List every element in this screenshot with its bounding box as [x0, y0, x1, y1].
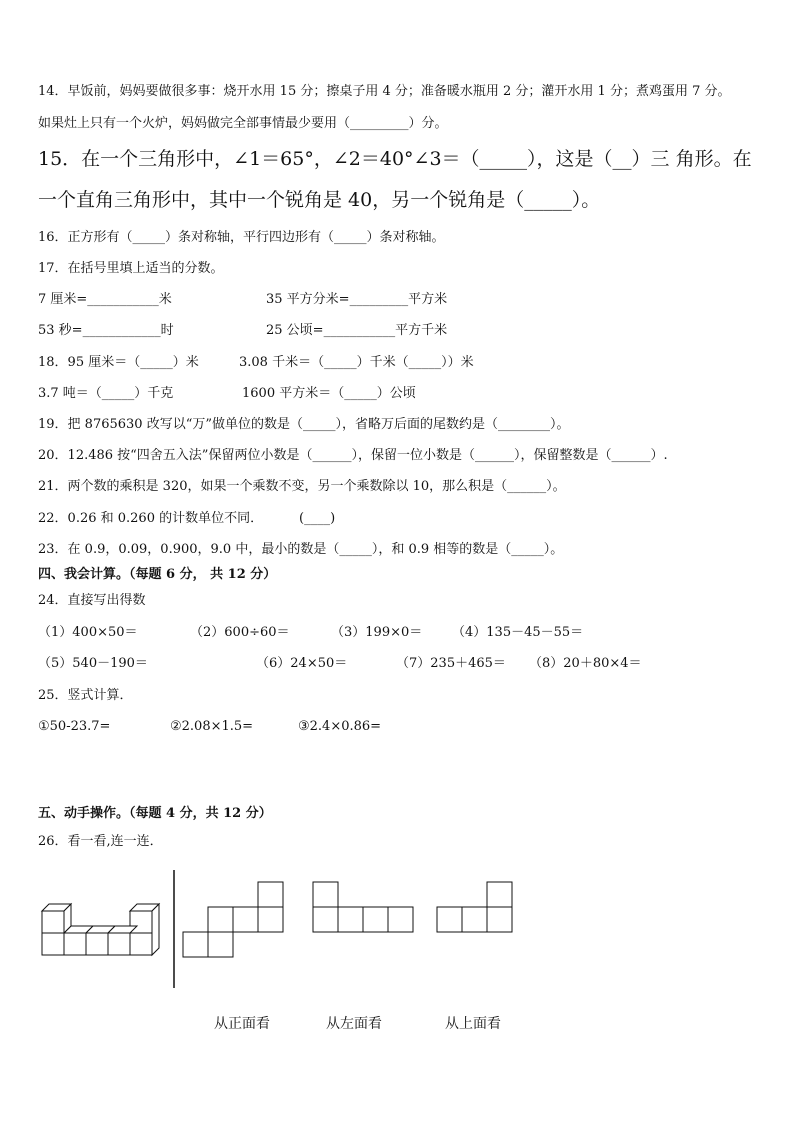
caption-top-view: 从上面看 [445, 1016, 501, 1032]
q25-item-2: ②2.08×1.5= [170, 719, 254, 734]
q24-item-3: （3）199×0＝ [331, 625, 423, 640]
q15-line1: 15．在一个三角形中，∠1＝65°，∠2＝40°∠3＝（_____），这是（__）三 角形。在 [38, 148, 752, 170]
q25-title: 25．竖式计算． [38, 688, 133, 703]
q25-item-1: ①50-23.7= [38, 719, 111, 734]
q17-b: 35 平方分米=_________平方米 [266, 292, 448, 307]
q26-title: 26．看一看,连一连． [38, 834, 163, 849]
cube-arrangement-figure [38, 900, 163, 962]
view-option-b [312, 881, 414, 933]
view-option-a [183, 881, 285, 957]
q17-c: 53 秒=____________时 [38, 323, 174, 338]
q25-item-3: ③2.4×0.86= [298, 719, 382, 734]
q24-item-7: （7）235＋465＝ [396, 656, 506, 671]
section5-heading: 五、动手操作。（每题 4 分，共 12 分） [38, 806, 272, 821]
q18-c: 3.7 吨＝（_____）千克 [38, 386, 174, 401]
section4-heading: 四、我会计算。（每题 6 分， 共 12 分） [38, 567, 277, 582]
q20: 20．12.486 按“四舍五入法”保留两位小数是（______），保留一位小数是（______），保留整数是（______）. [38, 448, 668, 463]
q14-line1: 14．早饭前，妈妈要做很多事：烧开水用 15 分；擦桌子用 4 分；准备暖水瓶用 2 分；灌开水用 1 分；煮鸡蛋用 7 分。 [38, 84, 731, 99]
q24-item-6: （6）24×50＝ [256, 656, 348, 671]
q24-item-8: （8）20＋80×4＝ [529, 656, 642, 671]
q24-item-1: （1）400×50＝ [38, 625, 138, 640]
q16: 16．正方形有（_____）条对称轴，平行四边形有（_____）条对称轴。 [38, 230, 445, 245]
q17-title: 17．在括号里填上适当的分数。 [38, 261, 224, 276]
caption-left-view: 从左面看 [326, 1016, 382, 1032]
q18-a: 18．95 厘米＝（_____）米 [38, 355, 199, 370]
q23: 23．在 0.9，0.09，0.900，9.0 中，最小的数是（_____），和 0.9 相等的数是（_____）。 [38, 542, 564, 557]
q22-text: 22．0.26 和 0.260 的计数单位不同． [38, 511, 264, 526]
q14-line2: 如果灶上只有一个火炉，妈妈做完全部事情最少要用（_________）分。 [38, 116, 448, 131]
q19: 19．把 8765630 改写以“万”做单位的数是（_____），省略万后面的尾数约是（________）。 [38, 417, 570, 432]
q24-item-4: （4）135－45－55＝ [452, 625, 584, 640]
q24-item-5: （5）540－190＝ [38, 656, 148, 671]
q18-d: 1600 平方米＝（_____）公顷 [242, 386, 416, 401]
q22-blank: (____) [299, 511, 336, 526]
q17-d: 25 公顷=___________平方千米 [266, 323, 448, 338]
q24-item-2: （2）600÷60＝ [190, 625, 290, 640]
caption-front-view: 从正面看 [214, 1016, 270, 1032]
q21: 21．两个数的乘积是 320，如果一个乘数不变，另一个乘数除以 10，那么积是（______）。 [38, 479, 566, 494]
q24-title: 24．直接写出得数 [38, 593, 146, 608]
q17-a: 7 厘米=___________米 [38, 292, 172, 307]
vertical-divider [172, 870, 176, 990]
q18-b: 3.08 千米＝（_____）千米（_____））米 [239, 355, 474, 370]
q15-line2: 一个直角三角形中，其中一个锐角是 40，另一个锐角是（_____）。 [38, 189, 601, 211]
view-option-c [436, 881, 514, 933]
